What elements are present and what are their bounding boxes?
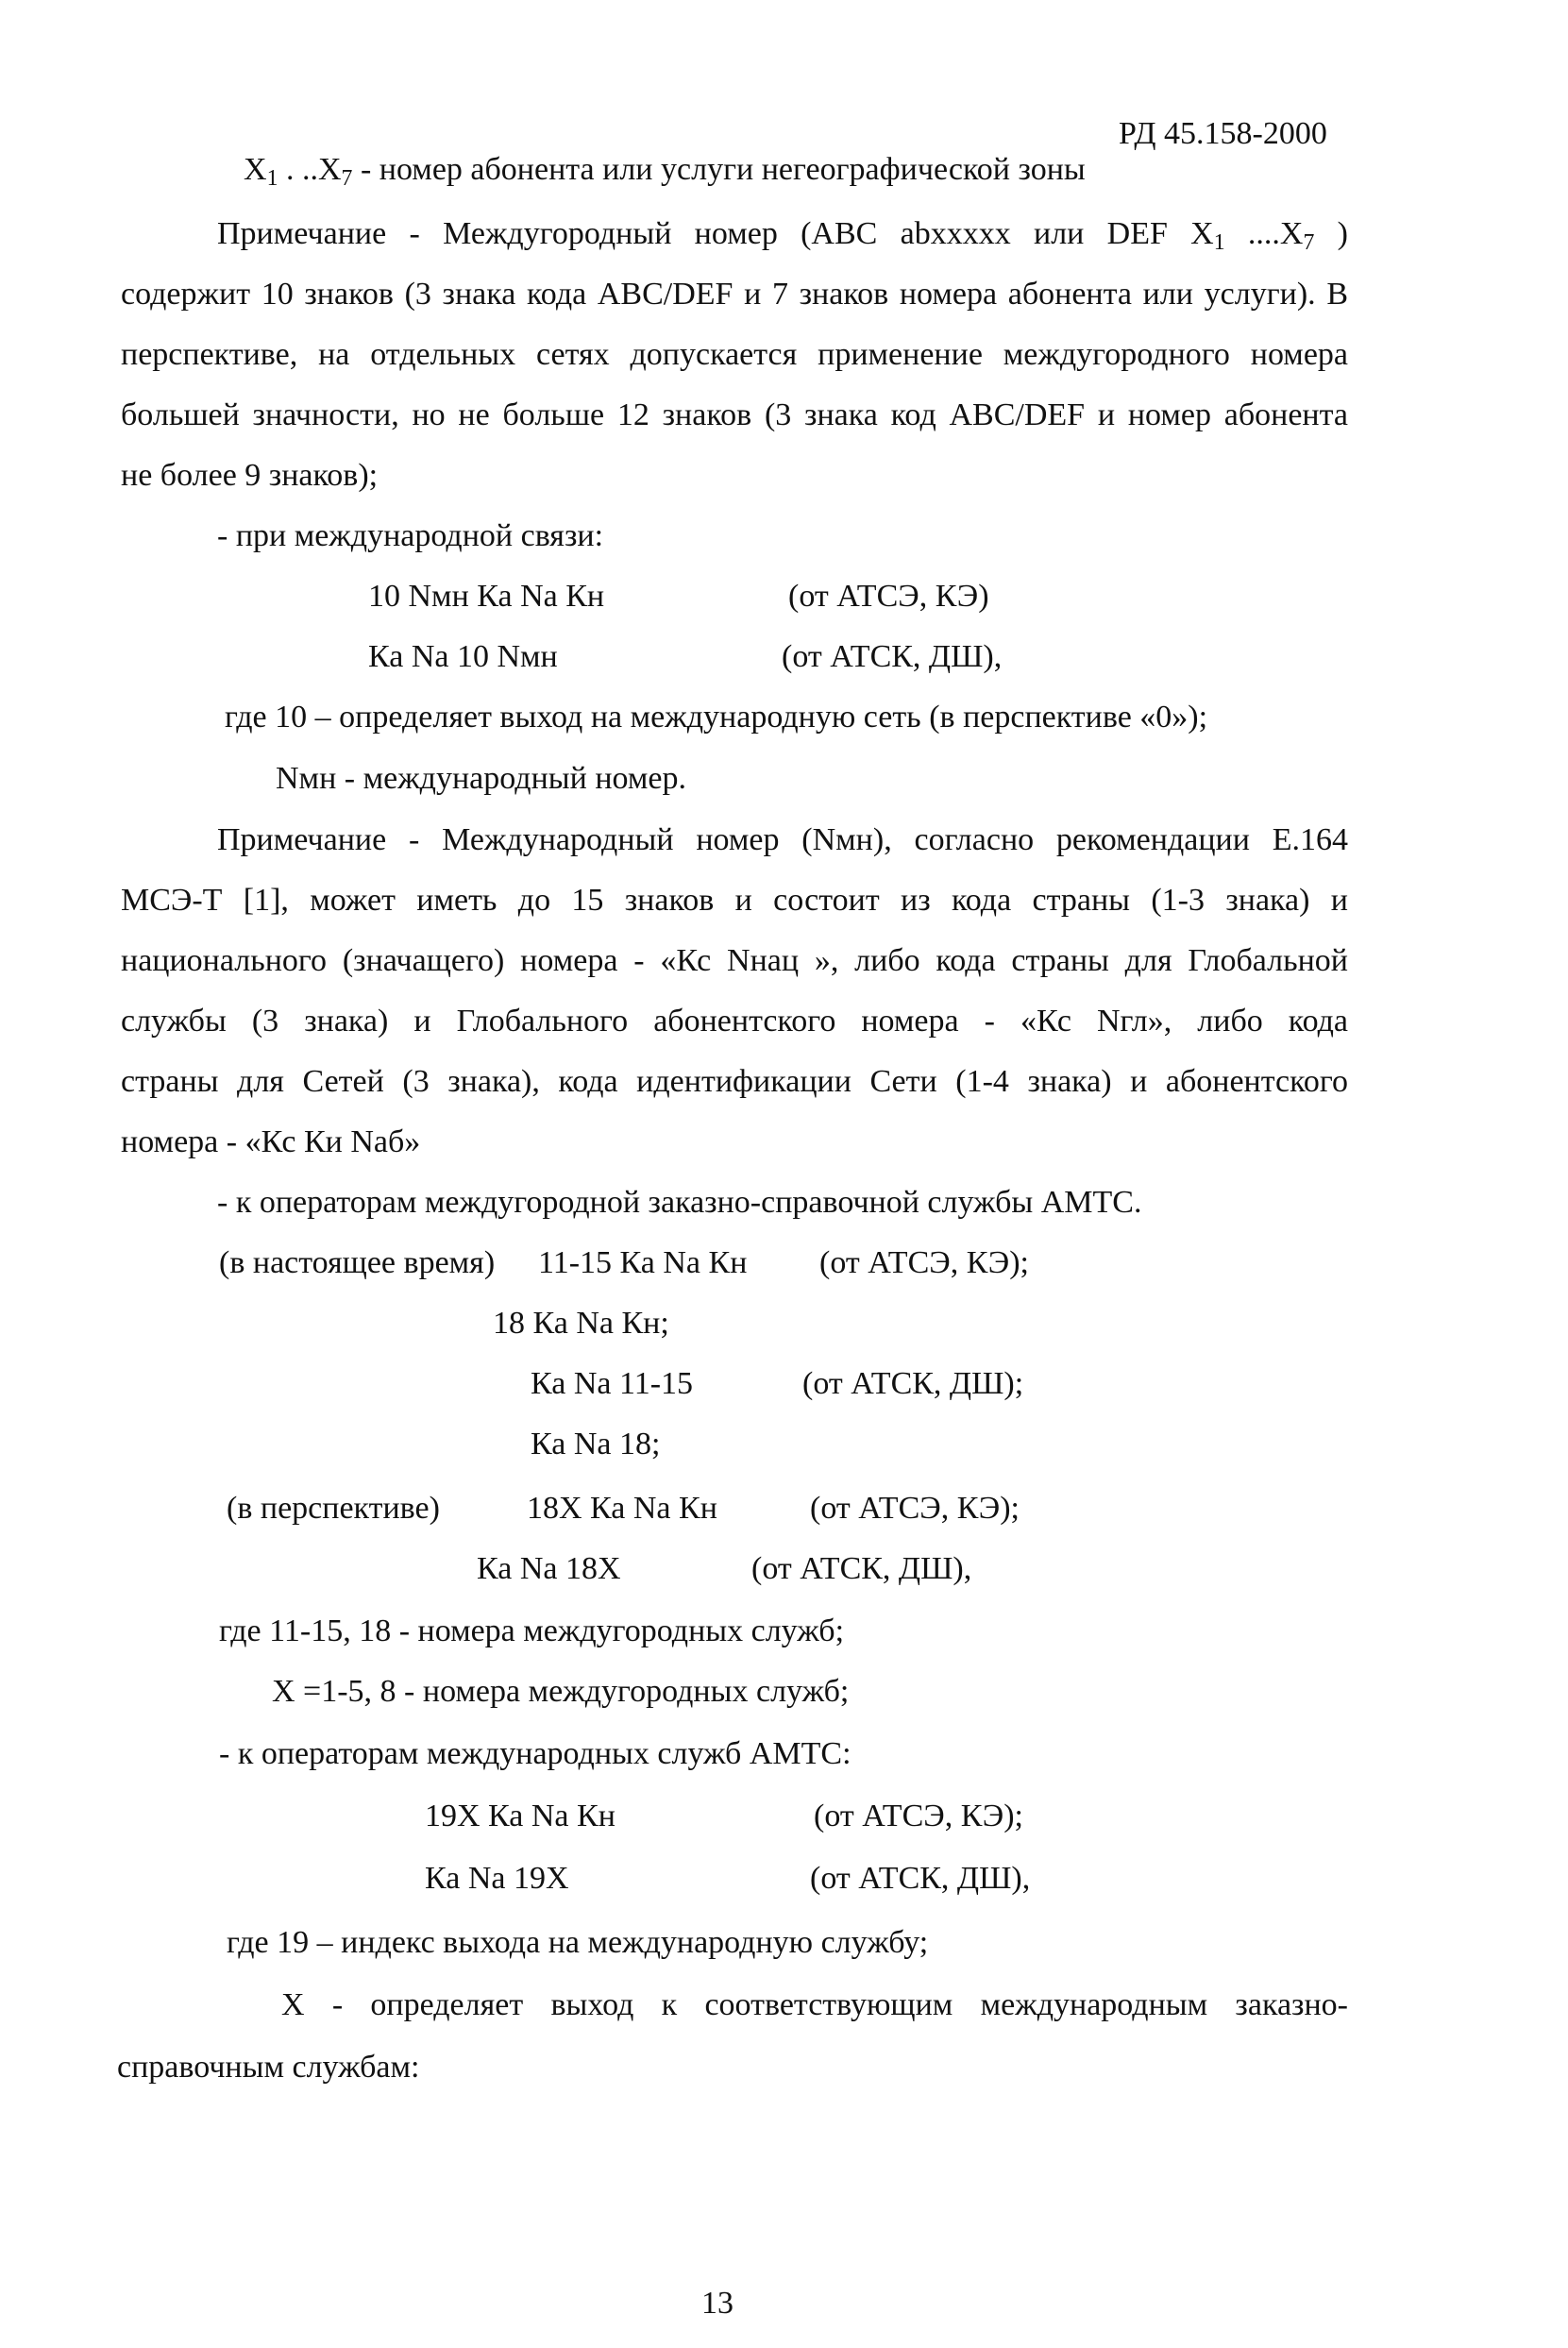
- x1x7-definition: [244, 151, 1086, 190]
- definition-text: - номер абонента или услуги негеографической зоны: [352, 152, 1086, 187]
- toll-heading: - к операторам междугородной заказно-справочной службы АМТС.: [217, 1185, 1142, 1220]
- intsvc-format-1: 19X Ка Na Кн: [425, 1799, 615, 1833]
- note1-line2: содержит 10 знаков (3 знака кода ABC/DEF и 7 знаков номера абонента или услуги). В: [121, 277, 1348, 312]
- dots-x: . ..X: [278, 152, 342, 187]
- note1-line5: не более 9 знаков);: [121, 458, 379, 493]
- intsvc-where-3: справочным службам:: [117, 2050, 420, 2085]
- note1-line1: [217, 215, 1348, 254]
- intsvc-format-2: Ка Na 19X: [425, 1861, 569, 1896]
- note2-line3: национального (значащего) номера - «Кс Nнац », либо кода страны для Глобальной: [121, 943, 1348, 978]
- toll-format-1-source: (от АТСЭ, КЭ);: [819, 1245, 1029, 1280]
- intl-format-1-source: (от АТСЭ, КЭ): [788, 579, 989, 614]
- intl-format-2: Ка Na 10 Nмн: [368, 639, 558, 674]
- subscript: 1: [1213, 229, 1225, 255]
- note1-line4: большей значности, но не больше 12 знаков (3 знака код ABC/DEF и номер абонента: [121, 397, 1348, 432]
- toll-format-6: Ка Na 18X: [477, 1551, 621, 1586]
- toll-format-6-source: (от АТСК, ДШ),: [751, 1551, 972, 1586]
- intsvc-format-1-source: (от АТСЭ, КЭ);: [814, 1799, 1023, 1833]
- intsvc-where-2: X - определяет выход к соответствующим международным заказно-: [281, 1987, 1348, 2022]
- note1-line3: перспективе, на отдельных сетях допускается применение междугородного номера: [121, 337, 1348, 372]
- note2-line5: страны для Сетей (3 знака), кода идентификации Сети (1-4 знака) и абонентского: [121, 1064, 1348, 1099]
- intl-format-2-source: (от АТСК, ДШ),: [782, 639, 1003, 674]
- intl-where-1: где 10 – определяет выход на международную сеть (в перспективе «0»);: [225, 700, 1208, 735]
- intsvc-where-1: где 19 – индекс выхода на международную службу;: [227, 1925, 929, 1960]
- toll-now-label: (в настоящее время): [219, 1245, 496, 1280]
- note2-line2: МСЭ-Т [1], может иметь до 15 знаков и состоит из кода страны (1-3 знака) и: [121, 883, 1348, 918]
- toll-format-5: 18X Ка Na Кн: [527, 1491, 717, 1526]
- toll-where-1: где 11-15, 18 - номера междугородных служб;: [219, 1613, 845, 1648]
- intsvc-heading: - к операторам международных служб АМТС:: [219, 1736, 851, 1771]
- toll-format-3: Ка Na 11-15: [531, 1366, 694, 1401]
- note1-text-b: ....X: [1224, 216, 1304, 251]
- note1-text-a: Примечание - Междугородный номер (ABC abxxxxx или DEF X: [217, 216, 1214, 251]
- intl-format-1: 10 Nмн Ка Na Кн: [368, 579, 605, 614]
- subscript: 1: [266, 165, 278, 191]
- toll-where-2: X =1-5, 8 - номера междугородных служб;: [272, 1674, 850, 1709]
- note2-line1: Примечание - Международный номер (Nмн), согласно рекомендации Е.164: [217, 822, 1348, 857]
- x-symbol: X: [244, 152, 267, 187]
- toll-format-4: Ка Na 18;: [531, 1427, 661, 1461]
- subscript: 7: [341, 165, 353, 191]
- intsvc-format-2-source: (от АТСК, ДШ),: [810, 1861, 1031, 1896]
- intl-where-2: Nмн - международный номер.: [276, 761, 686, 796]
- toll-future-label: (в перспективе): [227, 1491, 440, 1526]
- note1-text-c: ): [1314, 216, 1348, 251]
- toll-format-2: 18 Ка Na Кн;: [493, 1306, 669, 1341]
- intl-heading: - при международной связи:: [217, 518, 604, 553]
- toll-format-1: 11-15 Ка Na Кн: [538, 1245, 748, 1280]
- note2-line4: службы (3 знака) и Глобального абонентского номера - «Кс Nгл», либо кода: [121, 1004, 1348, 1039]
- doc-code-header: РД 45.158-2000: [1119, 116, 1327, 151]
- note2-line6: номера - «Кс Ки Nаб»: [121, 1124, 421, 1159]
- toll-format-3-source: (от АТСК, ДШ);: [802, 1366, 1024, 1401]
- subscript: 7: [1303, 229, 1315, 255]
- page-number: 13: [701, 2286, 733, 2321]
- toll-format-5-source: (от АТСЭ, КЭ);: [810, 1491, 1020, 1526]
